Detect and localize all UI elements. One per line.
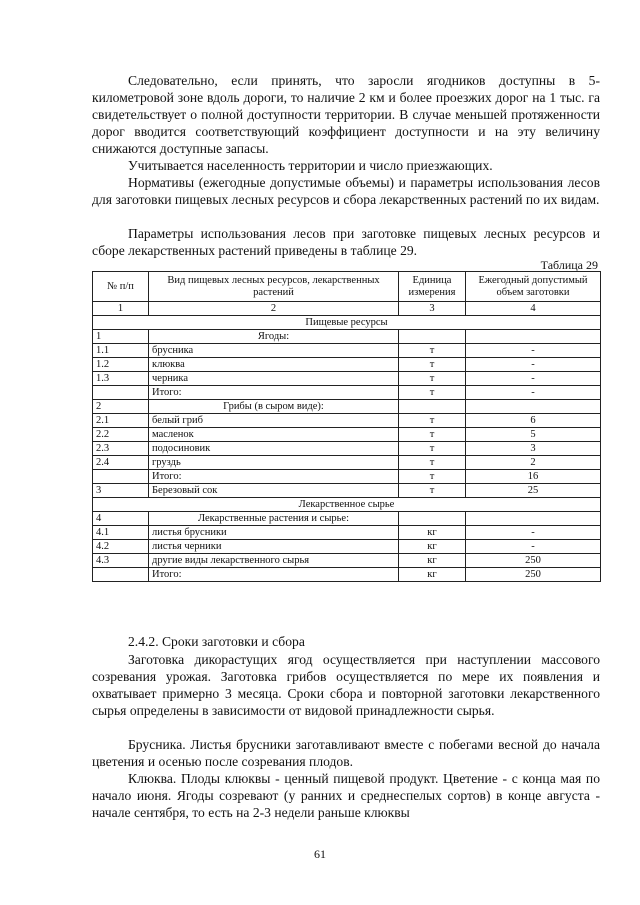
cell-name: Березовый сок <box>149 484 399 498</box>
col-number-4: 4 <box>466 302 601 316</box>
cell-value: 5 <box>466 428 601 442</box>
cell-num: 1.2 <box>93 358 149 372</box>
cell-num: 2.4 <box>93 456 149 470</box>
cell-name: Ягоды: <box>149 330 399 344</box>
cell-value: - <box>466 344 601 358</box>
paragraph-lingonberry: Брусника. Листья брусники заготавливают вместе с побегами весной до начала цветения и осенью после созревания плодов. <box>92 737 600 769</box>
resources-table <box>92 271 601 582</box>
cell-value: - <box>466 540 601 554</box>
cell-value: 16 <box>466 470 601 484</box>
cell-num: 1.3 <box>93 372 149 386</box>
section-row-food <box>93 316 601 330</box>
table-caption: Таблица 29 <box>540 258 598 272</box>
col-number-3: 3 <box>399 302 466 316</box>
header-unit: Единица измерения <box>399 272 466 302</box>
group-row-medicinal <box>93 512 601 526</box>
paragraph-norms: Нормативы (ежегодные допустимые объемы) и параметры использования лесов для заготовки пищевых лесных ресурсов и сбора лекарственных растений по их видам. <box>92 175 600 207</box>
group-row-berries <box>93 330 601 344</box>
total-row-mushrooms <box>93 470 601 484</box>
cell-value: 3 <box>466 442 601 456</box>
cell-name: черника <box>149 372 399 386</box>
cell-name: масленок <box>149 428 399 442</box>
table-row <box>93 358 601 372</box>
cell-value <box>466 512 601 526</box>
table-row <box>93 372 601 386</box>
cell-name: Лекарственные растения и сырье: <box>149 512 399 526</box>
group-row-mushrooms <box>93 400 601 414</box>
cell-unit: т <box>399 414 466 428</box>
cell-name: подосиновик <box>149 442 399 456</box>
table-row <box>93 442 601 456</box>
cell-name: груздь <box>149 456 399 470</box>
cell-value: 250 <box>466 568 601 582</box>
cell-unit: т <box>399 470 466 484</box>
cell-num: 4 <box>93 512 149 526</box>
cell-name: Итого: <box>149 386 399 400</box>
paragraph-harvest-timing: Заготовка дикорастущих ягод осуществляется при наступлении массового созревания урожая. Заготовка грибов осуществляется по мере их появления и охватывает примерно 3 месяца. Сроки сбора и повторной заготовки лекарственного сырья определены в зависимости от видовой принадлежности сырья. <box>92 652 600 718</box>
cell-unit: кг <box>399 540 466 554</box>
table-row-birch-sap <box>93 484 601 498</box>
cell-value: - <box>466 358 601 372</box>
column-number-row <box>93 302 601 316</box>
cell-unit: т <box>399 484 466 498</box>
section-row-medicinal <box>93 498 601 512</box>
cell-name: другие виды лекарственного сырья <box>149 554 399 568</box>
cell-value <box>466 330 601 344</box>
section-medicinal-label: Лекарственное сырье <box>93 498 601 512</box>
cell-value: 2 <box>466 456 601 470</box>
cell-num: 4.1 <box>93 526 149 540</box>
cell-unit: т <box>399 456 466 470</box>
total-row-medicinal <box>93 568 601 582</box>
table-row <box>93 428 601 442</box>
cell-unit: т <box>399 428 466 442</box>
cell-unit: кг <box>399 526 466 540</box>
cell-name: листья черники <box>149 540 399 554</box>
table-row <box>93 456 601 470</box>
cell-num <box>93 568 149 582</box>
cell-num <box>93 470 149 484</box>
table-row <box>93 414 601 428</box>
cell-name: брусника <box>149 344 399 358</box>
section-heading: 2.4.2. Сроки заготовки и сбора <box>128 634 305 649</box>
cell-value: 6 <box>466 414 601 428</box>
cell-name: листья брусники <box>149 526 399 540</box>
table-row <box>93 554 601 568</box>
total-row-berries <box>93 386 601 400</box>
table-row <box>93 344 601 358</box>
cell-unit <box>399 330 466 344</box>
col-number-1: 1 <box>93 302 149 316</box>
cell-unit: т <box>399 386 466 400</box>
cell-num: 2.1 <box>93 414 149 428</box>
cell-unit: т <box>399 344 466 358</box>
cell-value: - <box>466 386 601 400</box>
page-number: 61 <box>314 847 326 861</box>
cell-unit: кг <box>399 568 466 582</box>
cell-unit: кг <box>399 554 466 568</box>
cell-num: 4.3 <box>93 554 149 568</box>
table-header-row <box>93 272 601 302</box>
cell-value: 250 <box>466 554 601 568</box>
cell-name: Грибы (в сыром виде): <box>149 400 399 414</box>
paragraph-population: Учитывается населенность территории и число приезжающих. <box>128 158 493 173</box>
paragraph-table-intro: Параметры использования лесов при заготовке пищевых лесных ресурсов и сборе лекарственных растений приведены в таблице 29. <box>92 226 600 258</box>
cell-name: клюква <box>149 358 399 372</box>
cell-num: 3 <box>93 484 149 498</box>
cell-num: 2.2 <box>93 428 149 442</box>
cell-value: - <box>466 372 601 386</box>
cell-num: 4.2 <box>93 540 149 554</box>
table-row <box>93 540 601 554</box>
paragraph-cranberry: Клюква. Плоды клюквы - ценный пищевой продукт. Цветение - с конца мая по начало июня. Ягоды созревают (у ранних и среднеспелых сортов) в конце августа - начале сентября, то есть на 2-3 недели раньше клюквы <box>92 771 600 820</box>
cell-name: белый гриб <box>149 414 399 428</box>
header-annual-volume: Ежегодный допустимый объем заготовки <box>466 272 601 302</box>
paragraph-accessibility: Следовательно, если принять, что заросли ягодников доступны в 5-километровой зоне вдоль дороги, то наличие 2 км и более проезжих дорог на 1 тыс. га свидетельствует о полной доступности территории. В случае меньшей протяженности дорог вводится соответствующий коэффициент доступности и на эту величину снижаются доступные запасы. <box>92 73 600 156</box>
cell-name: Итого: <box>149 470 399 484</box>
cell-value <box>466 400 601 414</box>
cell-num <box>93 386 149 400</box>
cell-value: - <box>466 526 601 540</box>
cell-num: 2 <box>93 400 149 414</box>
cell-value: 25 <box>466 484 601 498</box>
cell-name: Итого: <box>149 568 399 582</box>
table-row <box>93 526 601 540</box>
cell-num: 1 <box>93 330 149 344</box>
cell-unit: т <box>399 372 466 386</box>
cell-num: 2.3 <box>93 442 149 456</box>
cell-num: 1.1 <box>93 344 149 358</box>
header-number: № п/п <box>93 272 149 302</box>
cell-unit: т <box>399 358 466 372</box>
header-resource-type: Вид пищевых лесных ресурсов, лекарственных растений <box>149 272 399 302</box>
cell-unit <box>399 512 466 526</box>
cell-unit <box>399 400 466 414</box>
cell-unit: т <box>399 442 466 456</box>
col-number-2: 2 <box>149 302 399 316</box>
section-food-label: Пищевые ресурсы <box>93 316 601 330</box>
